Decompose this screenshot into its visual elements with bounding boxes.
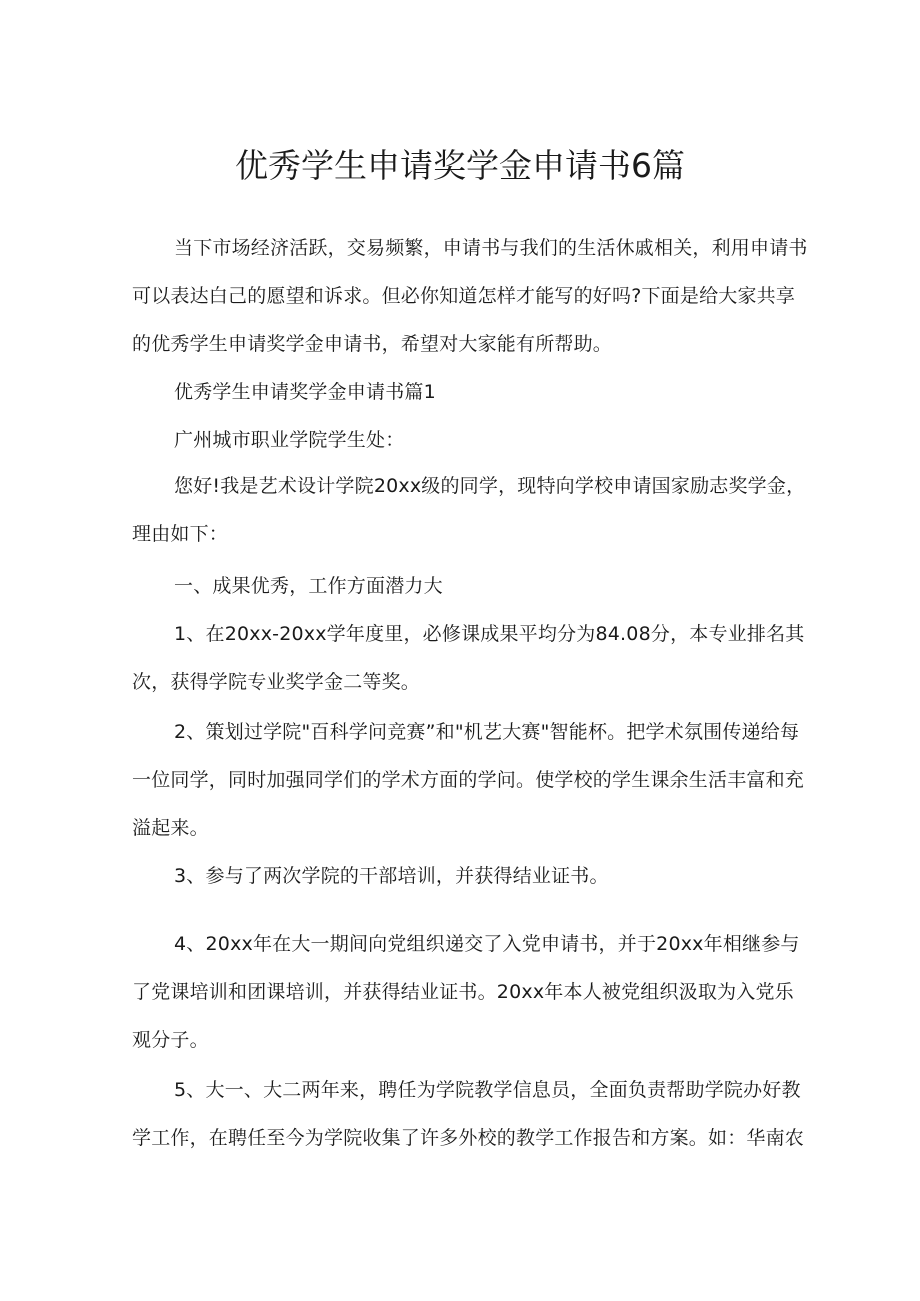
section-heading-1: 优秀学生申请奖学金申请书篇1 bbox=[174, 381, 436, 403]
reason-item-1: 1、在20xx-20xx学年度里，必修课成果平均分为84.08分，本专业排名其次，获得学院专业奖学金二等奖。 bbox=[132, 623, 805, 693]
reason-item-2: 2、策划过学院"百科学问竞赛”和"机艺大赛"智能杯。把学术氛围传递给每一位同学，同时加强同学们的学术方面的学问。使学校的学生课余生活丰富和充溢起来。 bbox=[132, 721, 805, 839]
document-title: 优秀学生申请奖学金申请书6篇 bbox=[235, 146, 685, 185]
intro-paragraph: 当下市场经济活跃，交易频繁，申请书与我们的生活休戚相关，利用申请书可以表达白己的愿望和诉求。但必你知道怎样才能写的好吗?下面是给大家共享的优秀学生申请奖学金申请书，希望对大家能有所帮助。 bbox=[132, 237, 808, 355]
reason-heading-1: 一、成果优秀，工作方面潜力大 bbox=[174, 575, 443, 597]
reason-item-5: 5、大一、大二两年来，聘任为学院教学信息员，全面负责帮助学院办好教学工作，在聘任至今为学院收集了许多外校的教学工作报告和方案。如：华南农 bbox=[132, 1079, 805, 1149]
reason-item-3: 3、参与了两次学院的干部培训，并获得结业证书。 bbox=[174, 865, 609, 887]
greeting-paragraph: 您好!我是艺术设计学院20xx级的同学，现特向学校申请国家励志奖学金，理由如下： bbox=[132, 475, 806, 545]
reason-item-4: 4、20xx年在大一期间向党组织递交了入党申请书，并于20xx年相继参与了党课培训和团课培训，并获得结业证书。20xx年本人被党组织汲取为入党乐观分子。 bbox=[132, 933, 800, 1051]
salutation: 广州城市职业学院学生处： bbox=[174, 429, 405, 451]
